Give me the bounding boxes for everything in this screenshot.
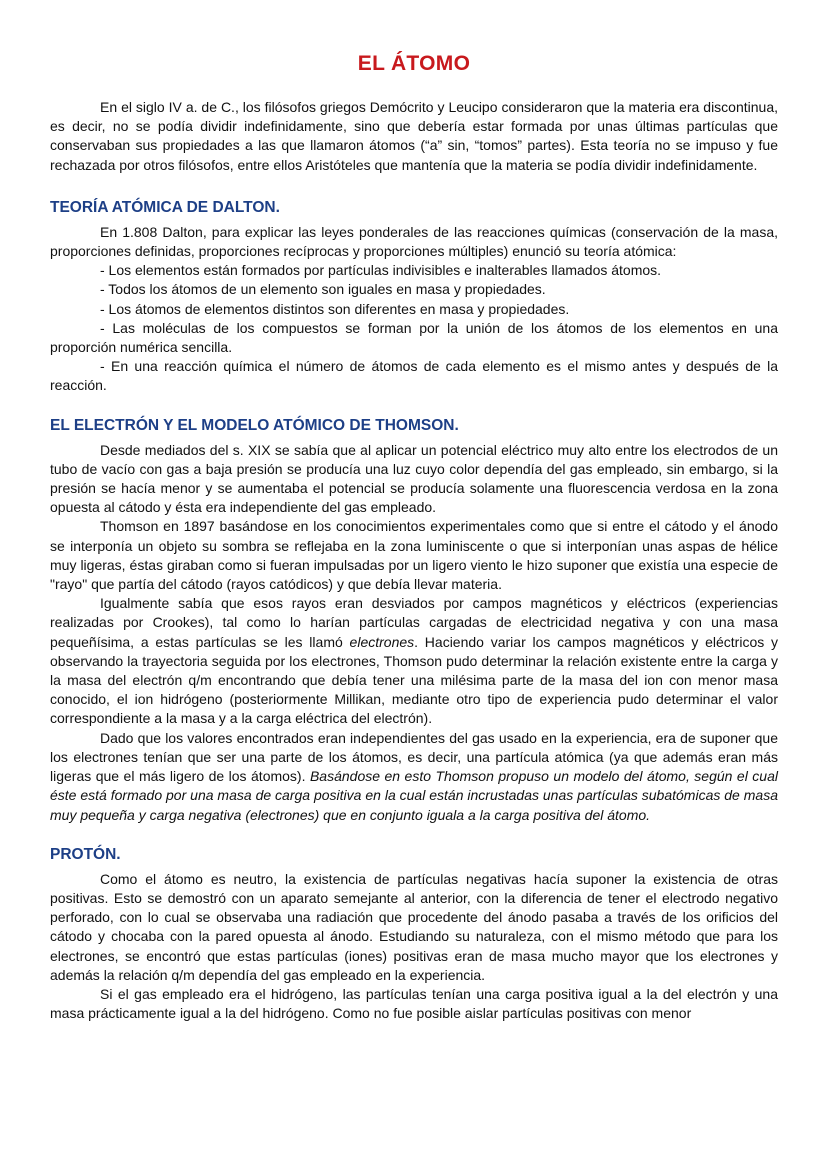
electrones-term: electrones [349,633,415,650]
thomson-model-statement: Basándose en esto Thomson propuso un modelo del átomo, según el cual éste está formado por una masa de carga positiva en la cual están incrustadas unas partículas subatómicas de masa muy pequeña y carga negativa (electrones) que en conjunto iguala a la carga positiva del átomo. [50,768,778,823]
section-thomson [50,417,778,825]
thomson-paragraph-1: Desde mediados del s. XIX se sabía que al aplicar un potencial eléctrico muy alto entre los electrodos de un tubo de vacío con gas a baja presión se producía una luz cuyo color dependía del gas empleado, sin embargo, si la presión se hacía menor y se aumentaba el potencial se producía solamente una fluorescencia verdosa en la zona opuesta al cátodo y ésta era independiente del gas empleado. [50,441,778,516]
section-dalton [50,199,778,396]
dalton-item: - Todos los átomos de un elemento son iguales en masa y propiedades. [100,281,546,298]
dalton-item: - Las moléculas de los compuestos se forman por la unión de los átomos de los elementos en una proporción numérica sencilla. [50,319,778,356]
section-heading-thomson: EL ELECTRÓN Y EL MODELO ATÓMICO DE THOMSON. [50,416,459,434]
dalton-item: - Los elementos están formados por partículas indivisibles e inalterables llamados átomos. [100,262,662,279]
intro-paragraph: En el siglo IV a. de C., los filósofos griegos Demócrito y Leucipo consideraron que la materia era discontinua, es decir, no se podía dividir indefinidamente, sino que debería estar formada por unas últimas partículas que conservaban sus propiedades a las que llamaron átomos (“a” sin, “tomos” partes). Esta teoría no se impuso y fue rechazada por otros filósofos, entre ellos Aristóteles que mantenía que la materia se podía dividir indefinidamente. [50,99,778,173]
dalton-item: - Los átomos de elementos distintos son diferentes en masa y propiedades. [100,300,570,317]
section-proton [50,846,778,1024]
thomson-paragraph-3 [50,594,778,728]
thomson-paragraph-4 [50,729,778,825]
proton-paragraph-1: Como el átomo es neutro, la existencia de partículas negativas hacía suponer la existencia de otras positivas. Esto se demostró con un aparato semejante al anterior, con la diferencia de tener el electrodo negativo perforado, con lo cual se observaba una radiación que procedente del ánodo pasaba a través de los orificios del cátodo y chocaba con la pared opuesta al ánodo. Estudiando su naturaleza, con el mismo método que para los electrones, se encontró que estas partículas (iones) positivas eran de masa mucho mayor que los electrones y además la relación q/m dependía del gas empleado en la experiencia. [50,870,778,983]
section-heading-proton: PROTÓN. [50,845,121,863]
dalton-item: - En una reacción química el número de átomos de cada elemento es el mismo antes y después de la reacción. [50,358,778,394]
section-heading-dalton: TEORÍA ATÓMICA DE DALTON. [50,198,280,216]
thomson-p3-text-a: Igualmente sabía que esos rayos eran desviados por campos magnéticos y eléctricos (experiencias realizadas por Crookes), tal como lo harían partículas cargadas de electricidad negativa y con una masa pequeñísima, a estas partículas se les llamó [50,595,778,650]
dalton-intro: En 1.808 Dalton, para explicar las leyes ponderales de las reacciones químicas (conservación de la masa, proporciones definidas, proporciones recíprocas y proporciones múltiples) enunció su teoría atómica: [50,223,778,260]
page-title: EL ÁTOMO [357,52,471,75]
thomson-p3-text-b: . Haciendo variar los campos magnéticos y eléctricos y observando la trayectoria seguida por los electrones, Thomson pudo determinar la relación existente entre la carga y la masa del electrón q/m encontrando que debía tener una milésima parte de la masa del ion con menor masa conocido, el ion hidrógeno (posteriormente Millikan, mediante otro tipo de experiencia pudo determinar el valor correspondiente a la masa y a la carga eléctrica del electrón). [50,633,778,727]
proton-paragraph-2: Si el gas empleado era el hidrógeno, las partículas tenían una carga positiva igual a la del electrón y una masa prácticamente igual a la del hidrógeno. Como no fue posible aislar partículas positivas con menor [50,985,778,1022]
thomson-p4-text-a: Dado que los valores encontrados eran independientes del gas usado en la experiencia, era de suponer que los electrones tenían que ser una parte de los átomos, es decir, una partícula atómica (ya que además eran más ligeras que el más ligero de los átomos). [50,729,778,785]
thomson-paragraph-2: Thomson en 1897 basándose en los conocimientos experimentales como que si entre el cátodo y el ánodo se interponía un objeto su sombra se reflejaba en la zona luminiscente o que si interponían unas aspas de hélice muy ligeras, éstas giraban como si fueran impulsadas por un ligero viento le hizo suponer que existía una especie de "rayo" que partía del cátodo (rayos catódicos) y que debía llevar materia. [50,518,778,593]
